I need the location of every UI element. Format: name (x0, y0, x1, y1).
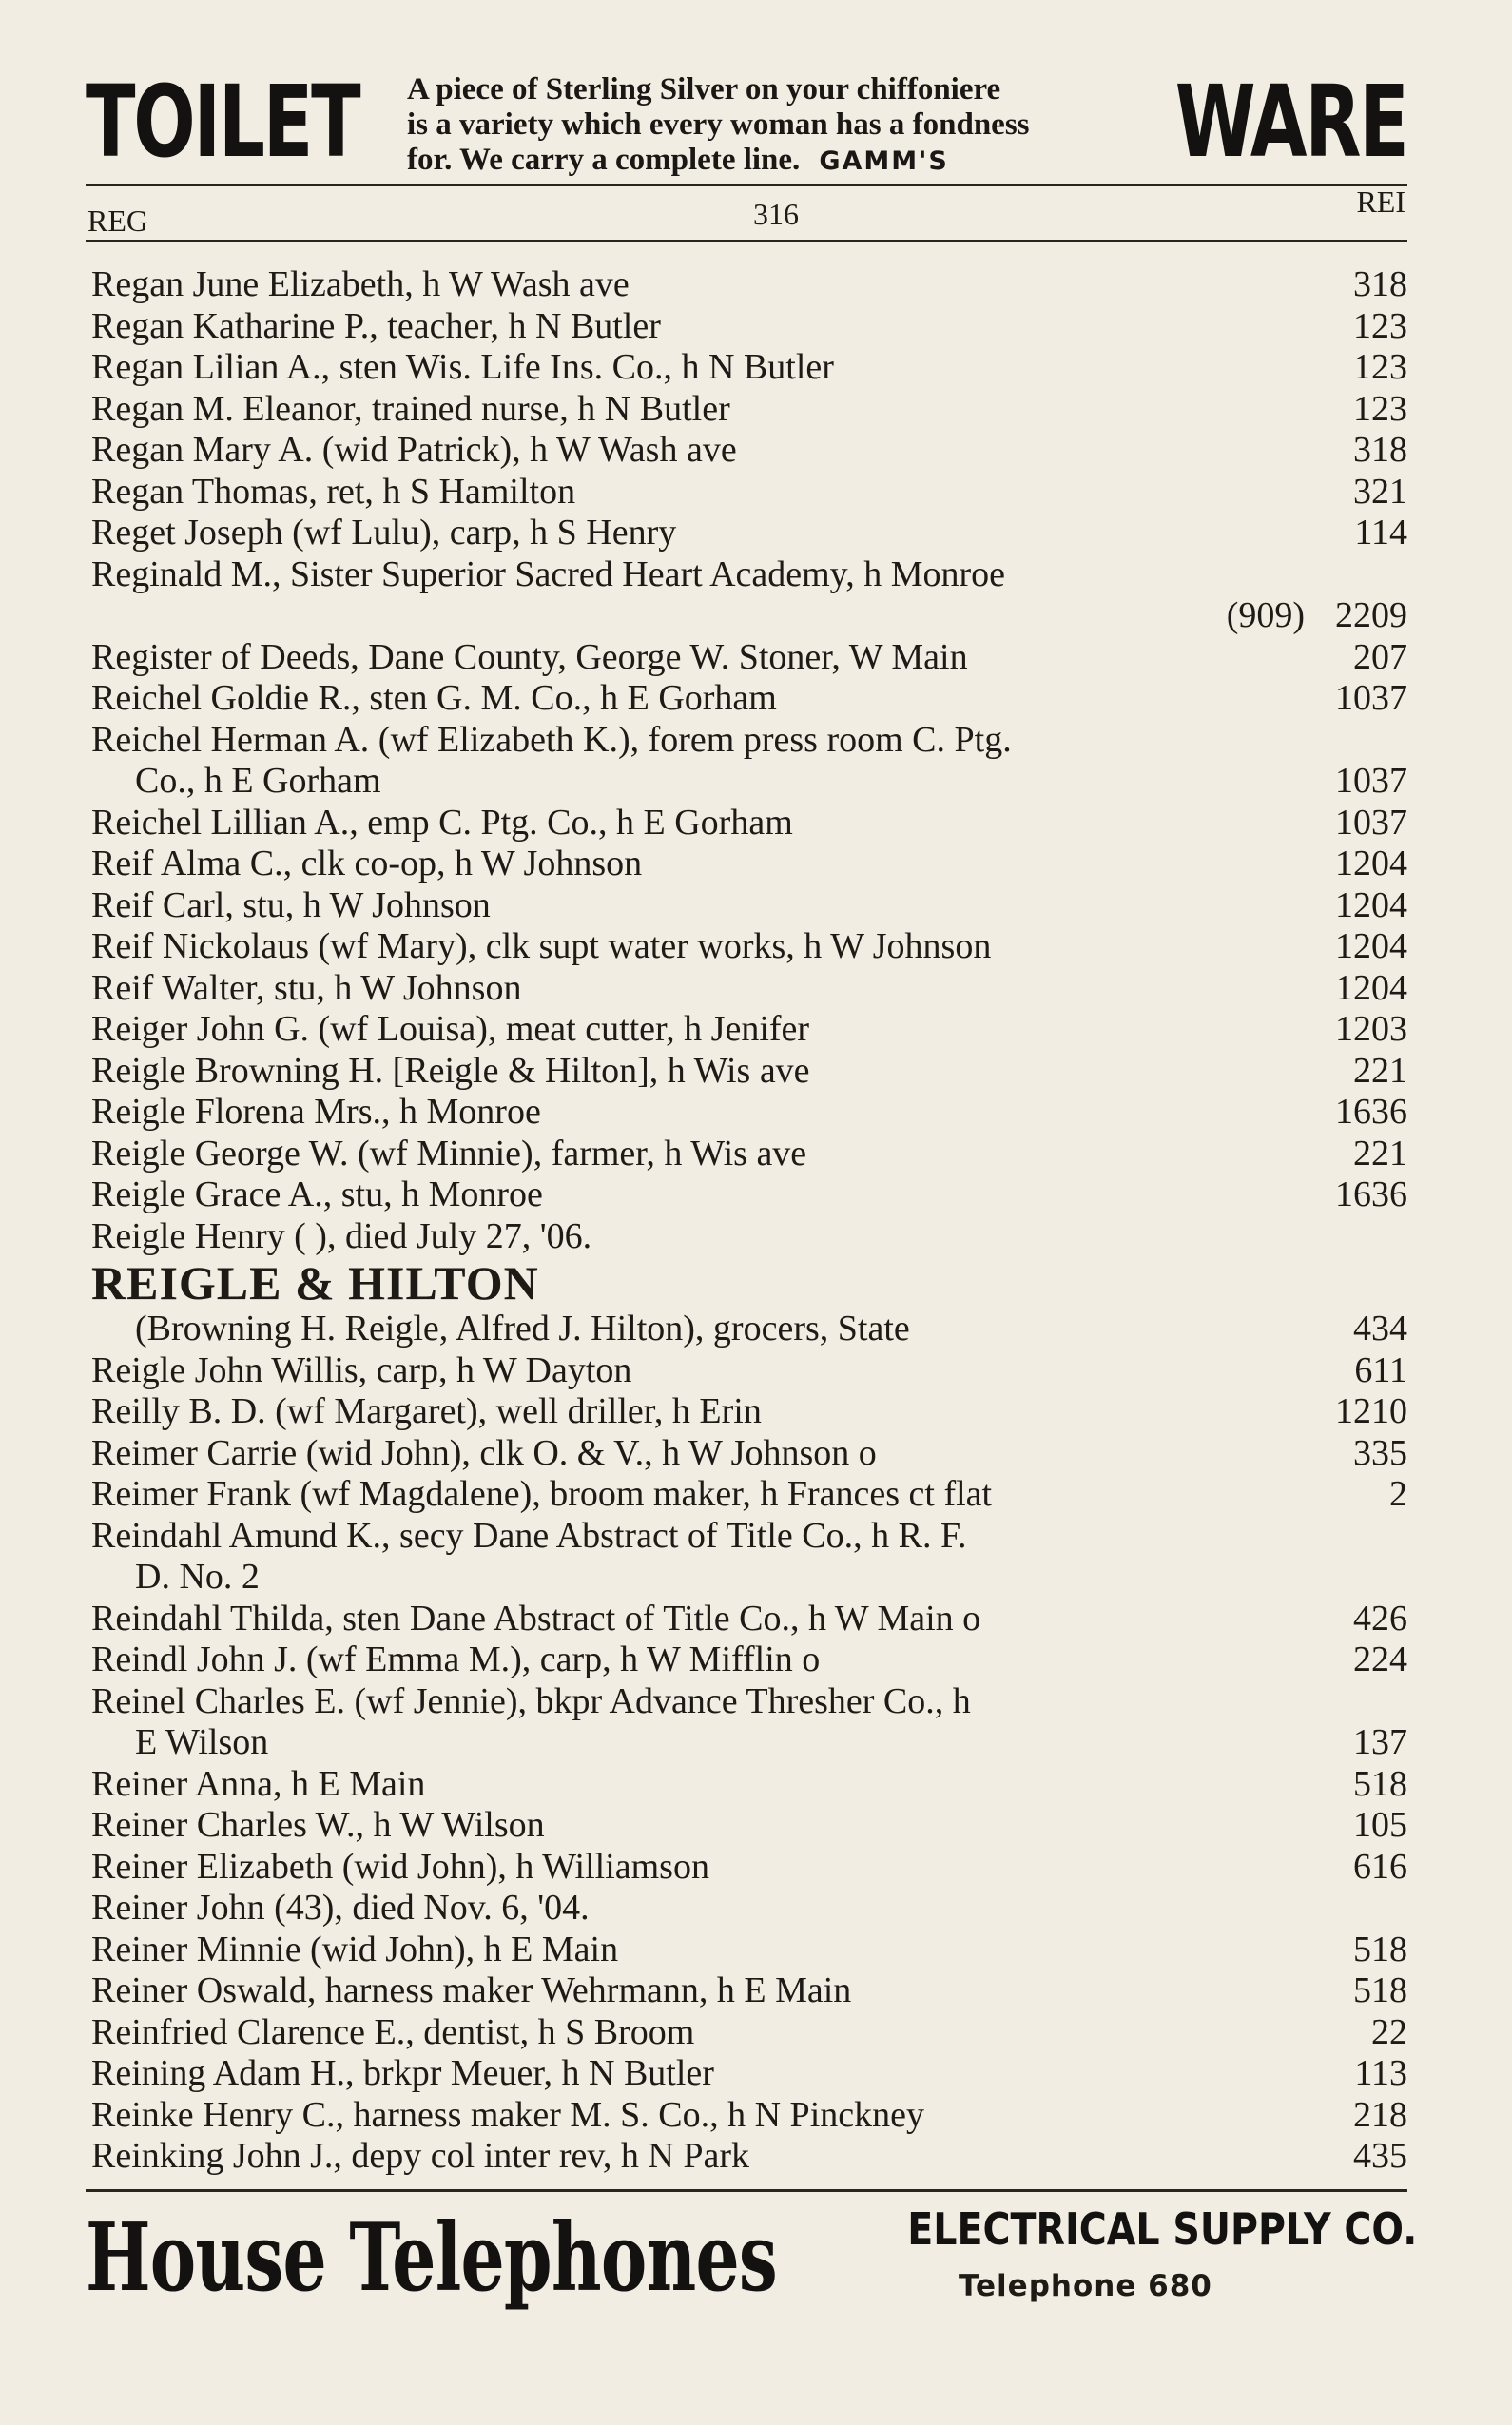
entry-text: Regan Thomas, ret, h S Hamilton (91, 471, 576, 512)
entry-text: Reif Alma C., clk co-op, h W Johnson (91, 844, 643, 883)
entry-text: Reindl John J. (wf Emma M.), carp, h W Mifflin o (91, 1639, 821, 1679)
entry-number: 1204 (1335, 844, 1407, 883)
listing-entry (91, 1681, 1411, 1764)
entry-text: Reiger John G. (wf Louisa), meat cutter, h Jenifer (91, 1009, 810, 1049)
entry-text: Reiner Oswald, harness maker Wehrmann, h E Main (91, 1970, 852, 2010)
entry-text: Reigle Florena Mrs., h Monroe (91, 1092, 541, 1132)
listing-entry (91, 844, 1411, 885)
ad-word-toilet: TOILET (86, 64, 359, 180)
entry-text: Reindahl Thilda, sten Dane Abstract of Title Co., h W Main o (91, 1598, 981, 1639)
header-rule (86, 240, 1407, 242)
entry-number: 2 (1389, 1474, 1407, 1514)
entry-number: 1636 (1335, 1092, 1407, 1132)
ad-copy-line-1: A piece of Sterling Silver on your chiffoniere (407, 72, 1001, 107)
entry-text: Reichel Lillian A., emp C. Ptg. Co., h E Gorham (91, 802, 793, 843)
entry-number: 321 (1353, 471, 1407, 512)
entry-text: Reigle Henry ( ), died July 27, '06. (91, 1215, 592, 1256)
listing-entry (91, 1930, 1411, 1971)
entry-number: 611 (1354, 1349, 1407, 1390)
entry-text: Reginald M., Sister Superior Sacred Heart Academy, h Monroe (91, 553, 1006, 594)
entry-text: Reinfried Clarence E., dentist, h S Broom (91, 2011, 695, 2052)
listing-entry (91, 1134, 1411, 1175)
entry-number: 616 (1353, 1846, 1407, 1887)
page-number: 316 (753, 197, 799, 231)
listing-entry (91, 2053, 1411, 2095)
entry-text: Register of Deeds, Dane County, George W. Stoner, W Main (91, 636, 968, 677)
entry-number: 221 (1353, 1133, 1407, 1174)
listing-entry (91, 1805, 1411, 1847)
entry-number: 335 (1353, 1432, 1407, 1473)
listing-entry (91, 264, 1411, 306)
entry-text: Regan Mary A. (wid Patrick), h W Wash ave (91, 430, 737, 470)
listing-entry (91, 306, 1411, 348)
listing-entry (91, 1174, 1411, 1216)
entry-number: 113 (1354, 2053, 1407, 2093)
entry-text: Reining Adam H., brkpr Meuer, h N Butler (91, 2053, 714, 2093)
listing-entry (91, 637, 1411, 679)
entry-text: Reigle Grace A., stu, h Monroe (91, 1174, 543, 1214)
entry-number: 123 (1353, 305, 1407, 346)
listing-entry (91, 554, 1411, 637)
entry-text: Reif Walter, stu, h W Johnson (91, 967, 522, 1008)
entry-text: Reiner Charles W., h W Wilson (91, 1805, 545, 1845)
entry-number: 1203 (1335, 1009, 1407, 1049)
listing-entry (91, 1639, 1411, 1681)
listing-entry (91, 1599, 1411, 1640)
listing-entry (91, 968, 1411, 1010)
entry-text: Reindahl Amund K., secy Dane Abstract of Title Co., h R. F. (91, 1515, 967, 1556)
entry-text: Reif Carl, stu, h W Johnson (91, 884, 491, 925)
entry-number: 1204 (1335, 967, 1407, 1008)
entry-text: Reigle John Willis, carp, h W Dayton (91, 1349, 632, 1390)
entry-number: 114 (1354, 513, 1407, 553)
entry-text: Reinel Charles E. (wf Jennie), bkpr Advance Thresher Co., h (91, 1680, 971, 1721)
listing-entry (91, 347, 1411, 389)
entry-text: Reiner Anna, h E Main (91, 1763, 426, 1804)
ad-copy-line-3-text: for. We carry a complete line. (407, 143, 801, 177)
entry-text: Regan June Elizabeth, h W Wash ave (91, 264, 630, 304)
listing-entry (91, 1350, 1411, 1392)
top-ad-rule (86, 184, 1407, 186)
entry-number: 123 (1353, 347, 1407, 387)
ad-house-telephones: House Telephones (86, 2203, 777, 2313)
listing-entry (91, 926, 1411, 968)
directory-listing (91, 264, 1411, 2178)
entry-text: Reiner Elizabeth (wid John), h Williamson (91, 1846, 709, 1887)
entry-text: Reichel Herman A. (wf Elizabeth K.), forem press room C. Ptg. (91, 719, 1012, 760)
ad-brand: GAMM'S (819, 146, 949, 176)
entry-number: 318 (1353, 264, 1407, 304)
entry-number: 518 (1353, 1970, 1407, 2010)
listing-entry (91, 1391, 1411, 1433)
listing-entry (91, 720, 1411, 803)
listing-entry (91, 1009, 1411, 1051)
ad-copy-line-2: is a variety which every woman has a fondness (407, 107, 1030, 142)
listing-entry (91, 2012, 1411, 2054)
entry-number: 1037 (1335, 761, 1407, 801)
header-right-guide: REI (1356, 184, 1405, 219)
ad-word-ware: WARE (1175, 64, 1407, 180)
firm-detail-entry (91, 1309, 1411, 1350)
entry-number: 1204 (1335, 884, 1407, 925)
listing-entry (91, 1474, 1411, 1516)
listing-entry (91, 430, 1411, 472)
bottom-advertisement (86, 2204, 1417, 2328)
entry-text: Reget Joseph (wf Lulu), carp, h S Henry (91, 513, 677, 553)
entry-text: Reichel Goldie R., sten G. M. Co., h E Gorham (91, 678, 777, 718)
entry-continuation: D. No. 2 (135, 1557, 260, 1597)
entry-text: Reilly B. D. (wf Margaret), well driller, h Erin (91, 1391, 762, 1431)
entry-continuation: (909) (1226, 595, 1305, 635)
entry-text: Regan M. Eleanor, trained nurse, h N Butler (91, 388, 730, 429)
listing-entry (91, 1516, 1411, 1599)
listing-entry (91, 389, 1411, 431)
header-left-guide: REG (87, 204, 148, 238)
entry-number: 1204 (1335, 926, 1407, 966)
entry-number: 22 (1371, 2011, 1407, 2052)
entry-continuation: E Wilson (135, 1722, 269, 1762)
entry-number: 518 (1353, 1763, 1407, 1804)
entry-number: 518 (1353, 1929, 1407, 1969)
listing-entry (91, 1888, 1411, 1930)
entry-number: 318 (1353, 430, 1407, 470)
entry-continuation: Co., h E Gorham (135, 761, 381, 801)
bottom-ad-rule (86, 2189, 1407, 2192)
entry-number: 1210 (1335, 1391, 1407, 1431)
entry-number: 105 (1353, 1805, 1407, 1845)
listing-entry (91, 472, 1411, 514)
entry-number: 2209 (1335, 595, 1407, 635)
listing-entry (91, 2095, 1411, 2137)
ad-telephone-number: Telephone 680 (959, 2269, 1212, 2303)
entry-number: 224 (1353, 1639, 1407, 1679)
entry-text: Reiner Minnie (wid John), h E Main (91, 1929, 619, 1969)
ad-company-name: ELECTRICAL SUPPLY CO. (907, 2203, 1417, 2255)
listing-entry (91, 2136, 1411, 2178)
entry-text: Reinke Henry C., harness maker M. S. Co., h N Pinckney (91, 2094, 924, 2135)
entry-number: 123 (1353, 388, 1407, 429)
entry-text: Reinking John J., depy col inter rev, h N Park (91, 2136, 749, 2176)
listing-entry (91, 1847, 1411, 1889)
firm-detail: (Browning H. Reigle, Alfred J. Hilton), grocers, State (135, 1309, 910, 1348)
entry-number: 1037 (1335, 678, 1407, 718)
entry-number: 1037 (1335, 802, 1407, 843)
entry-number: 207 (1353, 636, 1407, 677)
entry-number: 426 (1353, 1598, 1407, 1639)
top-advertisement (86, 64, 1407, 183)
listing-entry (91, 678, 1411, 720)
firm-heading: REIGLE & HILTON (91, 1256, 539, 1310)
entry-number: 137 (1353, 1722, 1407, 1762)
entry-number: 221 (1353, 1050, 1407, 1091)
entry-text: Reimer Carrie (wid John), clk O. & V., h W Johnson o (91, 1432, 877, 1473)
entry-text: Reiner John (43), died Nov. 6, '04. (91, 1888, 590, 1928)
ad-copy-line-3 (407, 143, 1225, 179)
listing-entry (91, 803, 1411, 844)
entry-text: Reigle George W. (wf Minnie), farmer, h Wis ave (91, 1133, 807, 1174)
ad-copy (407, 72, 1225, 179)
listing-entry (91, 513, 1411, 554)
entry-number: 1636 (1335, 1174, 1407, 1214)
entry-text: Reigle Browning H. [Reigle & Hilton], h Wis ave (91, 1050, 810, 1091)
listing-entry (91, 885, 1411, 927)
listing-entry (91, 1051, 1411, 1093)
entry-text: Reif Nickolaus (wf Mary), clk supt water works, h W Johnson (91, 926, 992, 966)
entry-number: 435 (1353, 2136, 1407, 2176)
entry-text: Regan Lilian A., sten Wis. Life Ins. Co., h N Butler (91, 347, 834, 387)
entry-text: Reimer Frank (wf Magdalene), broom maker, h Frances ct flat (91, 1474, 993, 1514)
entry-text: Regan Katharine P., teacher, h N Butler (91, 305, 661, 346)
listing-entry (91, 1433, 1411, 1475)
entry-number: 218 (1353, 2094, 1407, 2135)
listing-entry (91, 1092, 1411, 1134)
entry-number: 434 (1353, 1309, 1407, 1348)
listing-entry (91, 1970, 1411, 2012)
listing-entry (91, 1764, 1411, 1806)
listing-entry (91, 1216, 1411, 1258)
